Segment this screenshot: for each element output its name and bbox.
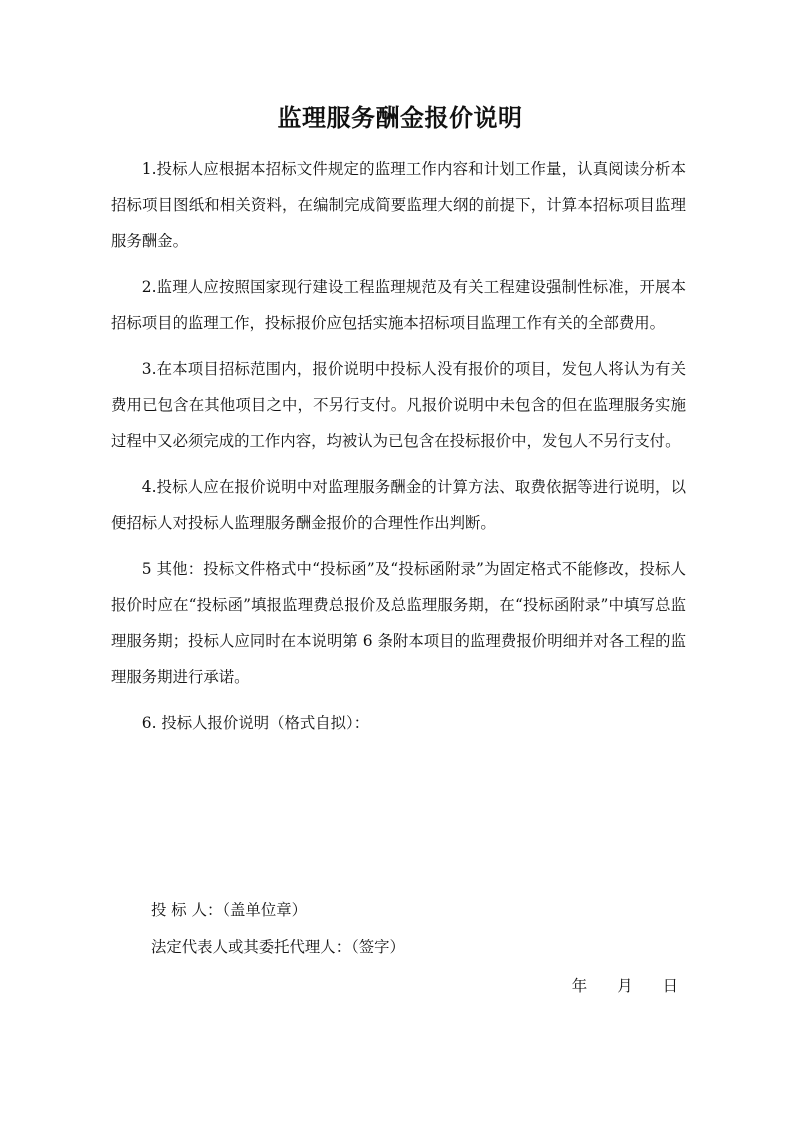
paragraph-4: 4.投标人应在报价说明中对监理服务酬金的计算方法、取费依据等进行说明，以便招标人对投标人监理服务酬金报价的合理性作出判断。 — [111, 478, 686, 532]
document-body — [111, 151, 686, 751]
date-day-label: 日 — [662, 977, 678, 995]
paragraph-6: 6. 投标人报价说明（格式自拟）： — [141, 714, 370, 732]
paragraph-3: 3.在本项目招标范围内，报价说明中投标人没有报价的项目，发包人将认为有关费用已包含在其他项目之中，不另行支付。凡报价说明中未包含的但在监理服务实施过程中又必须完成的工作内容，均被认为已包含在投标报价中，发包人不另行支付。 — [111, 360, 686, 450]
date-line — [572, 974, 678, 998]
document-title: 监理服务酬金报价说明 — [277, 103, 523, 132]
paragraph-5: 5 其他：投标文件格式中“投标函”及“投标函附录”为固定格式不能修改，投标人报价时应在“投标函”填报监理费总报价及总监理服务期，在“投标函附录”中填写总监理服务期；投标人应同时在本说明第 6 条附本项目的监理费报价明细并对各工程的监理服务期进行承诺。 — [111, 560, 686, 686]
date-year-label: 年 — [571, 977, 588, 995]
date-month-label: 月 — [617, 977, 633, 995]
representative-signature-line: 法定代表人或其委托代理人：（签字） — [151, 938, 405, 956]
paragraph-1: 1.投标人应根据本招标文件规定的监理工作内容和计划工作量，认真阅读分析本招标项目图纸和相关资料，在编制完成简要监理大纲的前提下，计算本招标项目监理服务酬金。 — [111, 160, 686, 250]
bidder-signature-line: 投 标 人：（盖单位章） — [151, 901, 307, 919]
paragraph-2: 2.监理人应按照国家现行建设工程监理规范及有关工程建设强制性标准，开展本招标项目的监理工作，投标报价应包括实施本招标项目监理工作有关的全部费用。 — [111, 278, 686, 332]
